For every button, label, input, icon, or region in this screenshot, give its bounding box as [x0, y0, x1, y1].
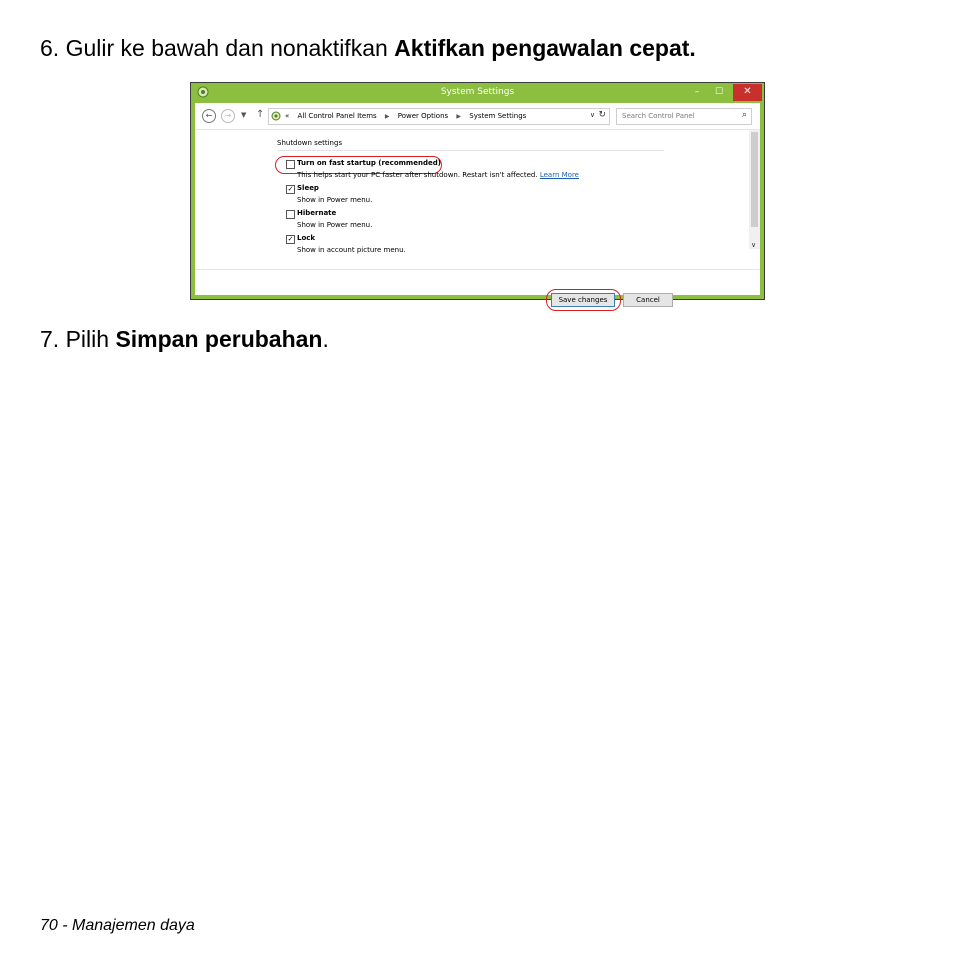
- fast-startup-label[interactable]: Turn on fast startup (recommended): [297, 159, 441, 167]
- button-bar-divider: [195, 269, 760, 270]
- breadcrumb-separator-icon[interactable]: ▶: [456, 113, 462, 120]
- step-end-punctuation: .: [322, 326, 329, 352]
- window-title: System Settings: [440, 87, 515, 97]
- recent-locations-chevron-icon[interactable]: ▼: [241, 111, 247, 119]
- section-title: Shutdown settings: [277, 139, 343, 147]
- system-settings-window: [190, 82, 765, 304]
- cancel-button[interactable]: Cancel: [623, 293, 673, 307]
- refresh-icon[interactable]: ↻: [598, 110, 606, 120]
- step-6-instruction: [40, 34, 696, 62]
- control-panel-icon: [271, 111, 281, 121]
- lock-label[interactable]: Lock: [297, 234, 316, 242]
- address-dropdown-chevron-icon[interactable]: ∨: [589, 111, 595, 119]
- search-input[interactable]: [616, 108, 752, 125]
- section-divider: [277, 150, 664, 151]
- hibernate-label[interactable]: Hibernate: [297, 209, 337, 217]
- navigation-bar: [195, 103, 760, 130]
- step-bold-text: Aktifkan pengawalan cepat.: [394, 35, 696, 61]
- fast-startup-description-text: This helps start your PC faster after shutdown. Restart isn't affected.: [297, 171, 538, 179]
- breadcrumb-all-control-panel-items[interactable]: All Control Panel Items: [297, 112, 377, 120]
- page-footer: 70 - Manajemen daya: [40, 917, 195, 934]
- sleep-label[interactable]: Sleep: [297, 184, 319, 192]
- vertical-scrollbar[interactable]: [749, 130, 760, 249]
- close-button[interactable]: ✕: [733, 84, 762, 101]
- lock-checkbox[interactable]: ✓: [287, 235, 294, 243]
- settings-content: [195, 130, 760, 345]
- search-placeholder: Search Control Panel: [622, 112, 695, 120]
- step-number: 6.: [40, 35, 60, 61]
- scroll-down-chevron-icon[interactable]: ∨: [751, 241, 757, 249]
- maximize-button[interactable]: ☐: [714, 87, 724, 97]
- sleep-description: Show in Power menu.: [297, 196, 373, 204]
- breadcrumb-prefix: «: [285, 112, 290, 120]
- breadcrumb-separator-icon[interactable]: ▶: [384, 113, 390, 120]
- step-text: Gulir ke bawah dan nonaktifkan: [65, 35, 395, 61]
- step-7-instruction: [40, 325, 329, 353]
- forward-arrow-icon[interactable]: →: [221, 109, 235, 123]
- sleep-checkbox[interactable]: ✓: [287, 185, 294, 193]
- breadcrumb-system-settings[interactable]: System Settings: [469, 112, 527, 120]
- hibernate-description: Show in Power menu.: [297, 221, 373, 229]
- step-number: 7.: [40, 326, 60, 352]
- breadcrumb-power-options[interactable]: Power Options: [397, 112, 449, 120]
- fast-startup-checkbox[interactable]: [286, 160, 295, 169]
- scrollbar-thumb[interactable]: [751, 132, 758, 227]
- address-bar[interactable]: [268, 108, 610, 125]
- search-icon[interactable]: ⌕: [741, 110, 747, 120]
- back-arrow-icon[interactable]: ←: [202, 109, 216, 123]
- window-body: [195, 103, 760, 304]
- lock-description: Show in account picture menu.: [297, 246, 406, 254]
- learn-more-link[interactable]: Learn More: [539, 171, 579, 179]
- step-text: Pilih: [65, 326, 116, 352]
- save-changes-button[interactable]: Save changes: [551, 293, 615, 307]
- step-bold-text: Simpan perubahan: [115, 326, 323, 352]
- minimize-button[interactable]: –: [694, 87, 700, 97]
- title-bar: [191, 83, 764, 103]
- up-arrow-icon[interactable]: ↑: [256, 109, 265, 120]
- fast-startup-description: [297, 171, 579, 179]
- hibernate-checkbox[interactable]: [286, 210, 295, 219]
